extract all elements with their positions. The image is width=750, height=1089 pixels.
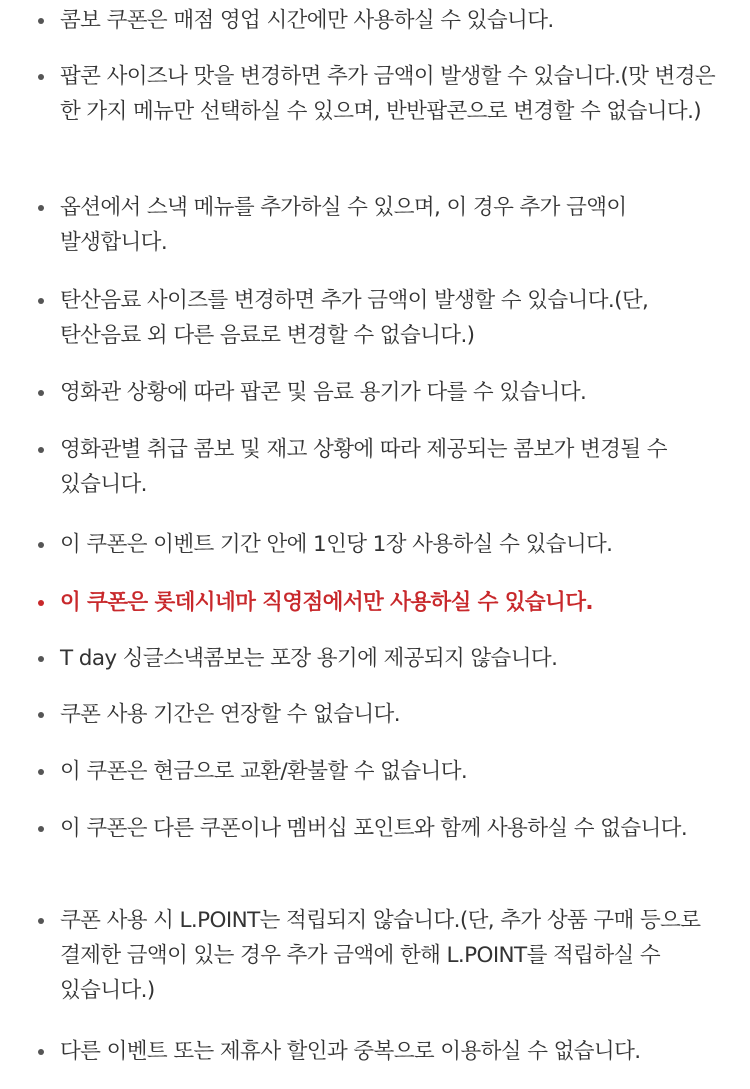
bullet-icon	[38, 447, 44, 453]
bullet-icon	[38, 205, 44, 211]
notice-text: 이 쿠폰은 다른 쿠폰이나 멤버십 포인트와 함께 사용하실 수 없습니다.	[60, 816, 688, 841]
notice-text: 쿠폰 사용 시 L.POINT는 적립되지 않습니다.(단, 추가 상품 구매 등으로 결제한 금액이 있는 경우 추가 금액에 한해 L.POINT를 적립하실 수 있습니다.)	[60, 908, 701, 1003]
notice-text: 탄산음료 사이즈를 변경하면 추가 금액이 발생할 수 있습니다.(단, 탄산음료 외 다른 음료로 변경할 수 없습니다.)	[60, 288, 649, 348]
bullet-icon	[38, 74, 44, 80]
notice-text: 옵션에서 스낵 메뉴를 추가하실 수 있으며, 이 경우 추가 금액이 발생합니다.	[60, 195, 627, 255]
bullet-icon	[38, 600, 44, 606]
bullet-icon	[38, 656, 44, 662]
bullet-icon	[38, 826, 44, 832]
bullet-icon	[38, 18, 44, 24]
bullet-icon	[38, 390, 44, 396]
notice-text: 이 쿠폰은 현금으로 교환/환불할 수 없습니다.	[60, 759, 468, 784]
notice-text: 영화관 상황에 따라 팝콘 및 음료 용기가 다를 수 있습니다.	[60, 380, 587, 405]
notice-text: 팝콘 사이즈나 맛을 변경하면 추가 금액이 발생할 수 있습니다.(맛 변경은 한 가지 메뉴만 선택하실 수 있으며, 반반팝콘으로 변경할 수 없습니다.)	[60, 64, 716, 124]
notice-text: 쿠폰 사용 기간은 연장할 수 없습니다.	[60, 702, 400, 727]
notice-text: 영화관별 취급 콤보 및 재고 상황에 따라 제공되는 콤보가 변경될 수 있습니다.	[60, 437, 667, 497]
bullet-icon	[38, 298, 44, 304]
bullet-icon	[38, 542, 44, 548]
bullet-icon	[38, 712, 44, 718]
notice-text: T day 싱글스낵콤보는 포장 용기에 제공되지 않습니다.	[60, 646, 558, 671]
notice-text: 콤보 쿠폰은 매점 영업 시간에만 사용하실 수 있습니다.	[60, 8, 554, 33]
bullet-icon	[38, 769, 44, 775]
notice-text: 다른 이벤트 또는 제휴사 할인과 중복으로 이용하실 수 없습니다.	[60, 1039, 641, 1064]
notice-text: 이 쿠폰은 이벤트 기간 안에 1인당 1장 사용하실 수 있습니다.	[60, 532, 613, 557]
bullet-icon	[38, 1049, 44, 1055]
notice-text-highlighted: 이 쿠폰은 롯데시네마 직영점에서만 사용하실 수 있습니다.	[60, 590, 593, 615]
bullet-icon	[38, 918, 44, 924]
